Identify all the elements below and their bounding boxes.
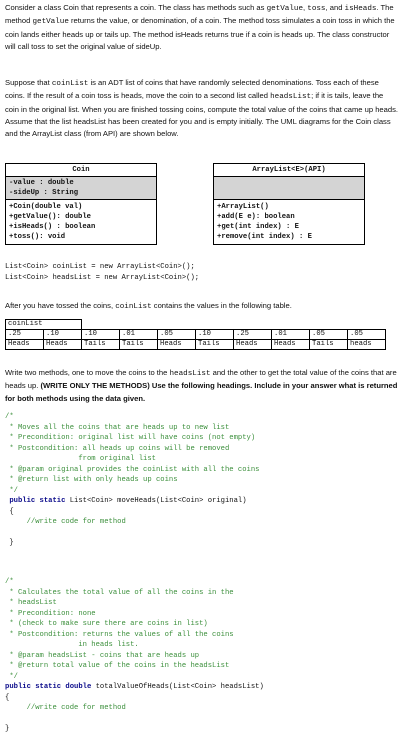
table-row-sides <box>6 340 386 350</box>
table-blank <box>82 320 386 330</box>
code-getvalue: getValue <box>266 5 304 13</box>
code-coinlist: coinList <box>115 303 152 311</box>
uml-arraylist-methods <box>214 200 364 244</box>
code-headslist: headsList <box>169 370 211 378</box>
brace-close: } <box>5 539 14 547</box>
table-cell: .01 <box>120 330 158 340</box>
comment-line: * Precondition: original list will have coins (not empty) <box>5 434 256 442</box>
code-headslist: headsList <box>270 93 312 102</box>
uml-method: +getValue(): double <box>9 213 91 221</box>
table-cell: Heads <box>44 340 82 350</box>
table-cell: Tails <box>196 340 234 350</box>
code-getvalue: getValue <box>32 18 69 27</box>
uml-method: +add(E e): boolean <box>217 213 295 221</box>
text: , <box>325 3 328 12</box>
uml-coin-fields <box>6 177 156 200</box>
comment-line: * @param original provides the coinList with all the coins <box>5 465 260 474</box>
uml-method: +ArrayList() <box>217 203 269 211</box>
signature: List<Coin> moveHeads(List<Coin> original) <box>69 497 247 505</box>
uml-field: -sideUp : String <box>9 189 79 197</box>
signature: totalValueOfHeads(List<Coin> headsList) <box>95 683 264 691</box>
uml-coin-methods <box>6 200 156 244</box>
table-cell: .25 <box>6 330 44 340</box>
table-cell: Tails <box>120 340 158 350</box>
uml-arraylist-title: ArrayList<E>(API) <box>214 164 364 177</box>
method-moveheads <box>5 412 259 549</box>
uml-field: -value : double <box>9 179 74 187</box>
uml-arraylist-diagram <box>213 163 365 245</box>
decl-line: List<Coin> headsList = new ArrayList<Coin>(); <box>5 273 200 282</box>
comment-line: * Postcondition: all heads up coins will be removed <box>5 444 230 453</box>
after-toss-text <box>5 300 398 313</box>
text: , <box>303 3 308 12</box>
text: and the other to get the total value of the coins that are heads up. <box>5 368 397 391</box>
adt-paragraph <box>5 77 398 140</box>
intro-paragraph <box>5 2 398 53</box>
text: and <box>329 3 345 12</box>
table-cell: .05 <box>348 330 386 340</box>
table-header: coinList <box>6 320 82 330</box>
table-cell: Heads <box>234 340 272 350</box>
table-header-row <box>6 320 386 330</box>
comment-line: from original list <box>5 455 156 463</box>
table-cell: Tails <box>310 340 348 350</box>
uml-method: +isHeads() : boolean <box>9 223 96 231</box>
uml-arraylist-fields <box>214 177 364 200</box>
brace-open: { <box>5 507 14 516</box>
uml-method: +get(int index) : E <box>217 223 299 231</box>
brace-close: } <box>5 725 10 733</box>
body-comment: //write code for method <box>5 704 126 712</box>
uml-method: +remove(int index) : E <box>217 233 312 241</box>
text: Consider a class Coin that represents a coin. The class has methods such as <box>5 3 267 12</box>
code-coinlist: coinList <box>51 80 89 88</box>
table-cell: .10 <box>196 330 234 340</box>
comment-line: * Precondition: none <box>5 609 96 618</box>
comment-line: * @return list with only heads up coins <box>5 476 178 484</box>
table-cell: .01 <box>272 330 310 340</box>
code-toss: toss <box>307 5 326 13</box>
brace-open: { <box>5 693 10 702</box>
comment-line: in heads list. <box>5 641 139 649</box>
comment-line: * Calculates the total value of all the coins in the <box>5 588 234 597</box>
text: ; if it is tails, leave the coin in the original list. When you are finished tossing coins, compute the total value of the coins that came up heads. Assume that the list headsList has been created for you and is empty initially. The UML diagrams for the Coin class and the ArrayList class (from API) are shown below. <box>5 91 398 139</box>
table-cell: Heads <box>6 340 44 350</box>
comment-line: */ <box>5 486 18 495</box>
code-isheads: isHeads <box>344 5 377 13</box>
table-cell: Tails <box>82 340 120 350</box>
comment-line: * @param headsList - coins that are heads up <box>5 651 200 660</box>
uml-coin-diagram <box>5 163 157 245</box>
signature-keywords: public static double <box>5 683 96 691</box>
signature-keywords: public static <box>9 497 70 505</box>
table-cell: .05 <box>310 330 348 340</box>
text: Suppose that <box>5 78 52 87</box>
table-cell: heads <box>348 340 386 350</box>
bold-instruction: (WRITE ONLY THE METHODS) Use the following headings. Include in your answer what is returned for both methods using the data given. <box>5 381 398 403</box>
text: After you have tossed the coins, <box>5 301 116 310</box>
table-cell: .25 <box>234 330 272 340</box>
comment-line: * headsList <box>5 599 57 607</box>
uml-method: +toss(): void <box>9 233 66 241</box>
uml-coin-title: Coin <box>6 164 156 177</box>
text: is an ADT list of coins that have randomly selected denominations. Toss each of these coins. If the result of a coin toss is heads, move the coin to a second list called <box>5 78 379 101</box>
table-cell: .10 <box>44 330 82 340</box>
comment-line: * Moves all the coins that are heads up to new list <box>5 423 230 432</box>
body-comment: //write code for method <box>5 518 126 526</box>
comment-line: /* <box>5 578 14 586</box>
comment-line: /* <box>5 413 14 421</box>
text: Write two methods, one to move the coins to the <box>5 368 170 377</box>
comment-line: * (check to make sure there are coins in list) <box>5 620 208 628</box>
table-cell: .10 <box>82 330 120 340</box>
comment-line: * @return total value of the coins in the headsList <box>5 662 230 670</box>
text: returns the value, or denomination, of a coin. The method toss simulates a coin toss in which the coin lands either heads up or tails up. The method isHeads returns true if a coin is heads up. The class constructor will call toss to set the original value of sideUp. <box>5 16 395 51</box>
text: contains the values in the following table. <box>151 301 292 310</box>
coinlist-table <box>5 319 386 350</box>
table-cell: .05 <box>158 330 196 340</box>
uml-method: +Coin(double val) <box>9 203 83 211</box>
instructions-paragraph <box>5 367 398 405</box>
decl-line: List<Coin> coinList = new ArrayList<Coin>(); <box>5 263 195 271</box>
method-totalvalueofheads <box>5 577 264 735</box>
table-cell: Heads <box>158 340 196 350</box>
text: . The method <box>5 3 394 26</box>
list-declarations <box>5 262 199 283</box>
table-row-values <box>6 330 386 340</box>
comment-line: */ <box>5 672 18 681</box>
comment-line: * Postcondition: returns the values of all the coins <box>5 630 234 639</box>
table-cell: Heads <box>272 340 310 350</box>
